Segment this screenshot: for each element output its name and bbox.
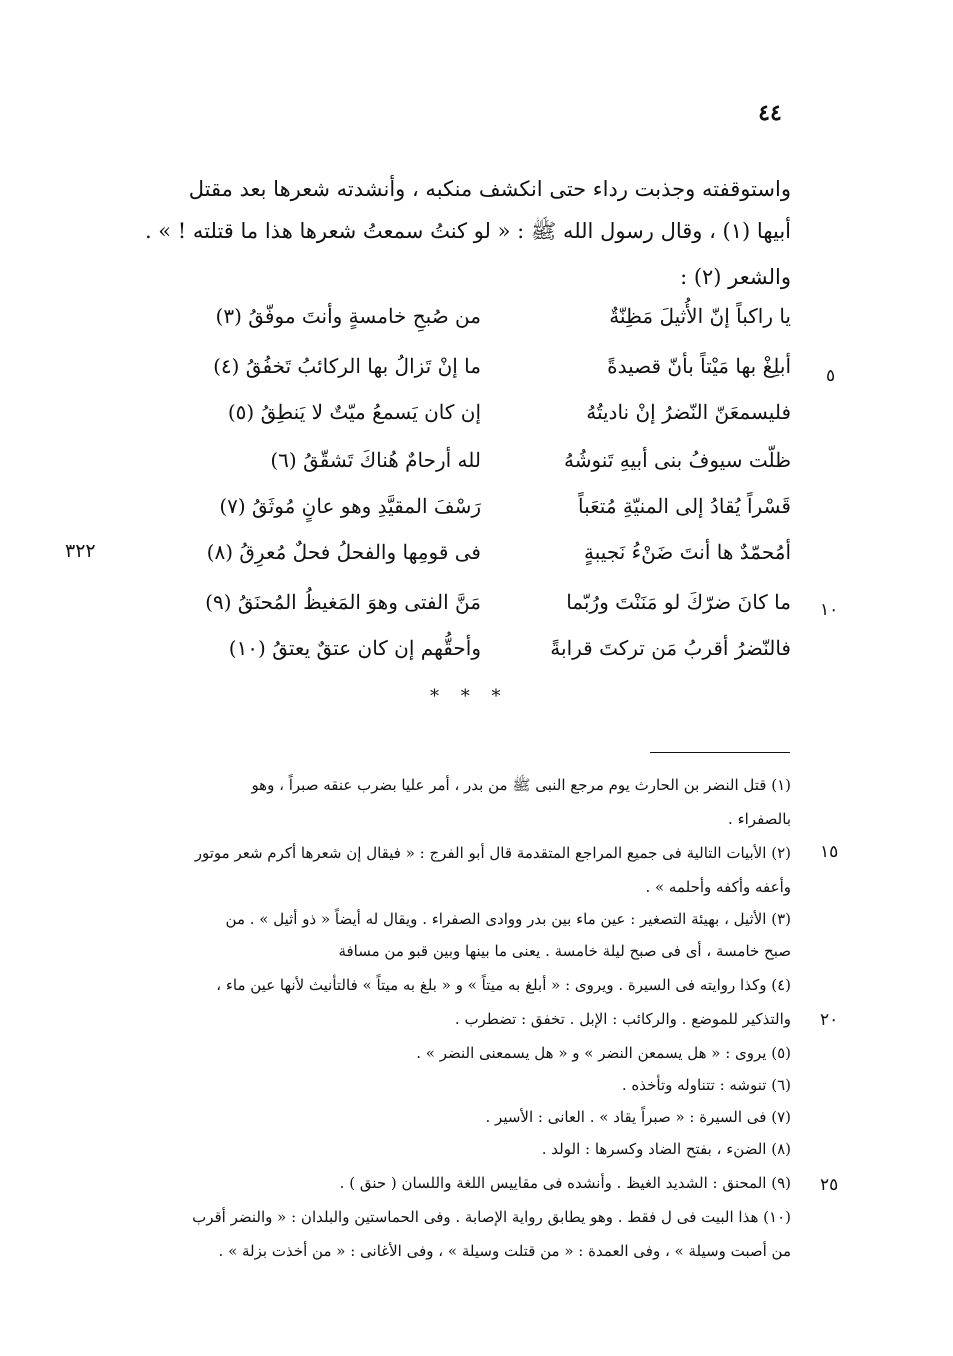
line-number: ٥	[826, 366, 836, 386]
verse-first-hemistich: يا راكباً إنّ الأُثيلَ مَظِنّةٌ	[609, 304, 791, 328]
verse-first-hemistich: ظلّت سيوفُ بنى أبيهِ تَنوشُهُ	[563, 448, 791, 472]
verse	[131, 636, 791, 684]
verse	[131, 448, 791, 496]
verse-first-hemistich: ما كانَ ضرّكَ لو مَنَنْتَ ورُبّما	[566, 590, 791, 614]
verse	[131, 590, 791, 638]
footnote-line: (٨) الضنء ، بفتح الضاد وكسرها : الولد .	[541, 1140, 791, 1158]
footnote-line: من أصبت وسيلة » ، وفى العمدة : « من قتلت وسيلة » ، وفى الأغانى : « من أخذت بزلة » .	[218, 1242, 791, 1260]
footnote-rule	[650, 752, 790, 753]
line-number: ٢٠	[820, 1010, 839, 1030]
footnote-line: (٤) وكذا روايته فى السيرة . ويروى : « أبلغ به ميتاً » و « بلغ به ميتاً » فالتأنيث لأنها عين ماء ،	[216, 976, 791, 994]
footnote-line: (٢) الأبيات التالية فى جميع المراجع المتقدمة قال أبو الفرج : « فيقال إن شعرها أكرم شعر موتور	[194, 844, 791, 862]
verse	[131, 400, 791, 448]
verse-second-hemistich: لله أرحامٌ هُناكَ تَشقّقُ (٦)	[270, 448, 481, 472]
prose-line-3: والشعر (٢) :	[680, 265, 791, 289]
verse-first-hemistich: أبلِغْ بها مَيْتاً بأنّ قصيدةً	[607, 354, 791, 378]
verse-second-hemistich: إن كان يَسمعُ ميّتٌ لا يَنطِقُ (٥)	[227, 400, 481, 424]
verse-first-hemistich: فالنّضرُ أقربُ مَن تركتَ قرابةً	[550, 636, 791, 660]
verse	[131, 304, 791, 352]
footnote-line: صبح خامسة ، أى فى صبح ليلة خامسة . يعنى ما بينها وبين قبو من مسافة	[338, 942, 791, 960]
footnote-line: (١) قتل النضر بن الحارث يوم مرجع النبى ﷺ من بدر ، أمر عليا بضرب عنقه صبراً ، وهو	[251, 776, 791, 794]
footnote-line: (٧) فى السيرة : « صبراً يقاد » . العانى : الأسير .	[485, 1108, 791, 1126]
verse-first-hemistich: قَسْراً يُقادُ إلى المنيّةِ مُتعَباً	[578, 494, 791, 518]
verse-second-hemistich: ما إنْ تَزالُ بها الركائبُ تَخفُقُ (٤)	[213, 354, 481, 378]
footnote-line: (١٠) هذا البيت فى ل فقط . وهو يطابق رواية الإصابة . وفى الحماستين والبلدان : « والنضر أقرب	[192, 1208, 791, 1226]
line-number: ٢٥	[820, 1175, 839, 1195]
verse-second-hemistich: وأحقُّهم إن كان عتقٌ يعتقُ (١٠)	[228, 636, 481, 660]
margin-page-reference: ٣٢٢	[65, 540, 96, 562]
verse	[131, 354, 791, 402]
verse-first-hemistich: فليسمعَنّ النّضرُ إنْ ناديتُهُ	[586, 400, 791, 424]
verse-second-hemistich: من صُبحِ خامسةٍ وأنتَ موفّقُ (٣)	[215, 304, 481, 328]
verse-first-hemistich: أمُحمّدٌ ها أنتَ ضَنْءُ نَجيبةٍ	[584, 540, 791, 564]
footnote-line: وأعفه وأكفه وأحلمه » .	[645, 878, 791, 896]
verse	[131, 540, 791, 588]
footnote-line: (٣) الأثيل ، بهيئة التصغير : عين ماء بين بدر ووادى الصفراء . ويقال له أيضاً « ذو أثيل » . من	[225, 910, 791, 928]
prose-line-1: واستوقفته وجذبت رداء حتى انكشف منكبه ، وأنشدته شعرها بعد مقتل	[188, 177, 791, 201]
prose-line-2: أبيها (١) ، وقال رسول الله ﷺ : « لو كنتُ سمعتُ شعرها هذا ما قتلته ! » .	[144, 219, 791, 243]
footnote-line: بالصفراء .	[728, 810, 791, 828]
line-number: ١٠	[820, 600, 839, 620]
section-separator: * * *	[430, 686, 509, 707]
verse-second-hemistich: فى قومِها والفحلُ فحلٌ مُعرِقُ (٨)	[206, 540, 481, 564]
verse-second-hemistich: رَسْفَ المقيَّدِ وهو عانٍ مُوثَقُ (٧)	[219, 494, 481, 518]
footnote-line: (٥) يروى : « هل يسمعن النضر » و « هل يسمعنى النضر » .	[416, 1044, 791, 1062]
footnote-line: والتذكير للموضع . والركائب : الإبل . تخفق : تضطرب .	[454, 1010, 791, 1028]
footnote-line: (٩) المحنق : الشديد الغيظ . وأنشده فى مقاييس اللغة واللسان ( حنق ) .	[339, 1174, 791, 1192]
footnote-line: (٦) تنوشه : تتناوله وتأخذه .	[621, 1076, 791, 1094]
line-number: ١٥	[820, 842, 839, 862]
verse-second-hemistich: مَنَّ الفتى وهوَ المَغيظُ المُحنَقُ (٩)	[205, 590, 481, 614]
verse	[131, 494, 791, 542]
page-number: ٤٤	[758, 100, 782, 126]
